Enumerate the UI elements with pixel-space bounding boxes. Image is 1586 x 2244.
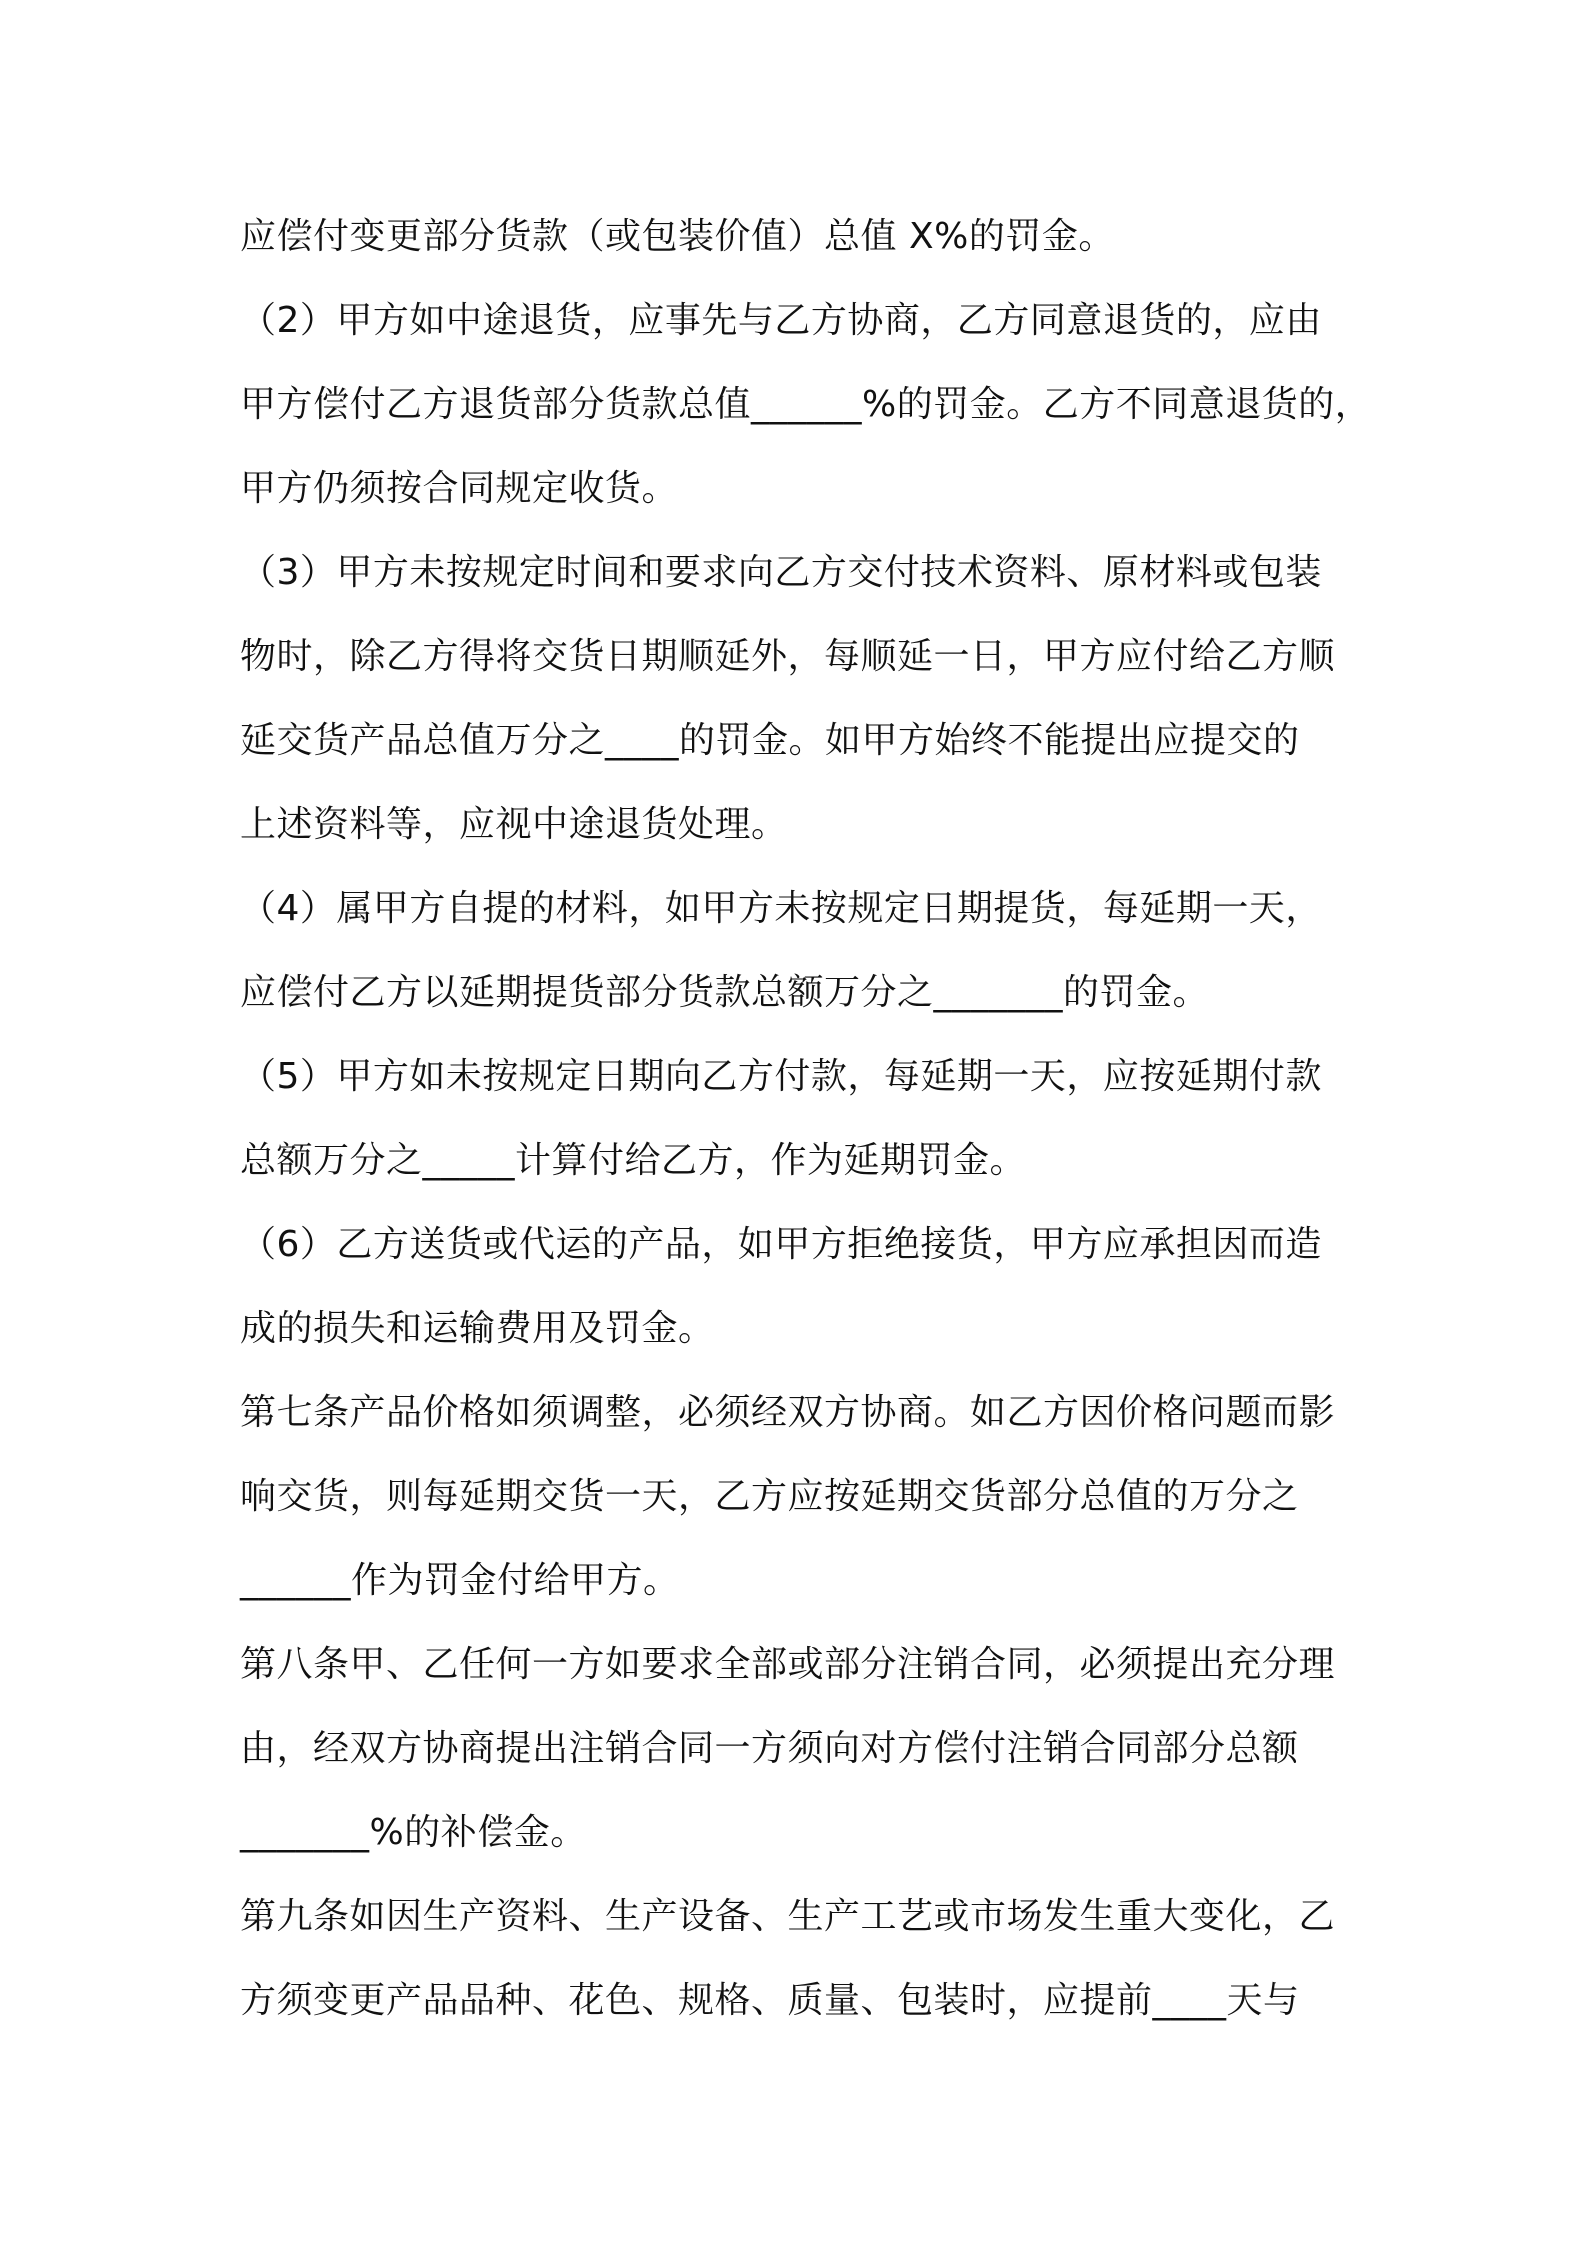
text-line: 延交货产品总值万分之____的罚金。如甲方始终不能提出应提交的 bbox=[240, 720, 1300, 761]
text-line: 甲方仍须按合同规定收货。 bbox=[240, 468, 679, 509]
text-line: （5）甲方如未按规定日期向乙方付款，每延期一天，应按延期付款 bbox=[240, 1056, 1322, 1097]
text-line: （4）属甲方自提的材料，如甲方未按规定日期提货，每延期一天， bbox=[240, 888, 1322, 929]
text-line: 响交货，则每延期交货一天，乙方应按延期交货部分总值的万分之 bbox=[240, 1476, 1299, 1517]
text-line: _______%的补偿金。 bbox=[240, 1812, 587, 1853]
text-line: （3）甲方未按规定时间和要求向乙方交付技术资料、原材料或包装 bbox=[240, 552, 1322, 593]
text-line: 第九条如因生产资料、生产设备、生产工艺或市场发生重大变化，乙 bbox=[240, 1896, 1336, 1937]
text-line: 总额万分之_____计算付给乙方，作为延期罚金。 bbox=[240, 1140, 1027, 1181]
text-line: 物时，除乙方得将交货日期顺延外，每顺延一日，甲方应付给乙方顺 bbox=[240, 636, 1336, 677]
text-line: 甲方偿付乙方退货部分货款总值______%的罚金。乙方不同意退货的， bbox=[240, 384, 1372, 425]
text-line: 上述资料等，应视中途退货处理。 bbox=[240, 804, 788, 845]
text-line: （6）乙方送货或代运的产品，如甲方拒绝接货，甲方应承担因而造 bbox=[240, 1224, 1322, 1265]
text-line: 第七条产品价格如须调整，必须经双方协商。如乙方因价格问题而影 bbox=[240, 1392, 1336, 1433]
text-line: （2）甲方如中途退货，应事先与乙方协商，乙方同意退货的，应由 bbox=[240, 300, 1322, 341]
text-line: ______作为罚金付给甲方。 bbox=[240, 1560, 680, 1601]
text-line: 应偿付变更部分货款（或包装价值）总值 X%的罚金。 bbox=[240, 216, 1115, 257]
text-line: 第八条甲、乙任何一方如要求全部或部分注销合同，必须提出充分理 bbox=[240, 1644, 1336, 1685]
document-body bbox=[240, 195, 1370, 2043]
text-line: 方须变更产品品种、花色、规格、质量、包装时，应提前____天与 bbox=[240, 1980, 1300, 2021]
text-line: 成的损失和运输费用及罚金。 bbox=[240, 1308, 715, 1349]
text-line: 应偿付乙方以延期提货部分货款总额万分之_______的罚金。 bbox=[240, 972, 1210, 1013]
text-line: 由，经双方协商提出注销合同一方须向对方偿付注销合同部分总额 bbox=[240, 1728, 1299, 1769]
